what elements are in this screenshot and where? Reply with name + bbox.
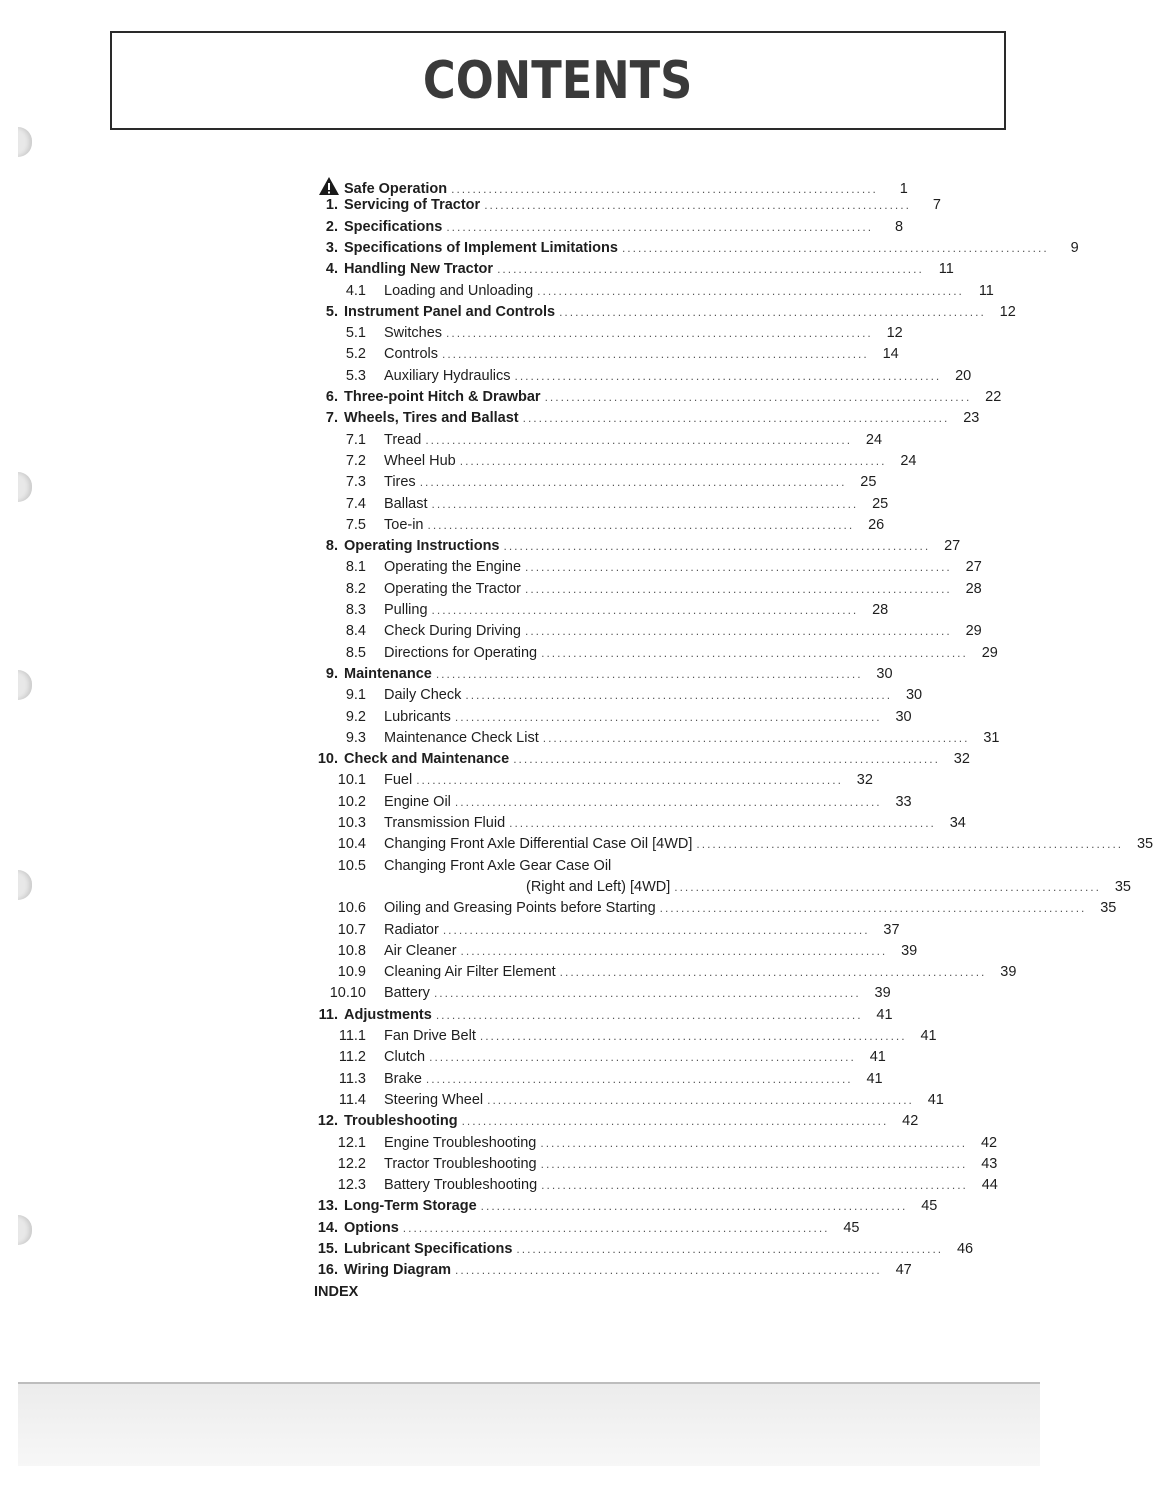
dot-leader: ................................................................................ xyxy=(674,879,1101,894)
page-number: 9 xyxy=(1070,239,1079,256)
toc-entry xyxy=(310,1091,944,1114)
toc-entry xyxy=(310,1219,860,1242)
entry-number: 9. xyxy=(325,665,338,682)
dot-leader: ................................................................................ xyxy=(559,965,987,980)
entry-title: Tractor Troubleshooting xyxy=(384,1155,537,1172)
entry-number: 10.1 xyxy=(337,772,366,789)
dot-leader: ................................................................................ xyxy=(465,688,893,703)
page-number: 41 xyxy=(866,1070,883,1087)
dot-leader: ................................................................................ xyxy=(541,645,968,660)
entry-number: 9.1 xyxy=(345,687,366,704)
toc-entry xyxy=(310,1028,937,1050)
entry-number: 14. xyxy=(317,1219,338,1236)
toc-entry xyxy=(310,878,1131,901)
dot-leader: ................................................................................ xyxy=(431,496,859,511)
toc-entry xyxy=(310,176,908,198)
entry-title: Oiling and Greasing Points before Starting xyxy=(384,900,656,917)
dot-leader: ................................................................................ xyxy=(446,219,874,234)
entry-number: 7.3 xyxy=(345,474,366,491)
entry-title: Fuel xyxy=(384,772,413,789)
toc-entry xyxy=(310,516,885,539)
entry-number: 7.5 xyxy=(345,516,366,533)
dot-leader: ................................................................................ xyxy=(513,752,940,767)
entry-title: Safe Operation xyxy=(344,181,448,197)
dot-leader: ................................................................................ xyxy=(544,390,972,404)
toc-entry xyxy=(310,431,883,454)
entry-title: Troubleshooting xyxy=(344,1113,458,1130)
dot-leader: ................................................................................ xyxy=(442,922,870,937)
entry-title: Servicing of Tractor xyxy=(344,197,481,214)
page-number: 39 xyxy=(874,985,891,1002)
page-number: 25 xyxy=(860,474,877,491)
page-number: 12 xyxy=(886,325,903,342)
page-number: 25 xyxy=(872,495,889,512)
toc-entry xyxy=(310,687,923,709)
page-number: 28 xyxy=(872,602,889,618)
page-number: 27 xyxy=(965,559,982,576)
dot-leader: ................................................................................ xyxy=(540,1156,968,1171)
toc-entry xyxy=(310,708,912,731)
entry-number: 11.4 xyxy=(338,1091,366,1108)
dot-leader: ................................................................................ xyxy=(454,709,882,724)
dot-leader: ................................................................................ xyxy=(559,304,986,319)
entry-number: 11. xyxy=(318,1006,338,1023)
page-number: 35 xyxy=(1136,836,1153,853)
entry-title: Instrument Panel and Controls xyxy=(344,303,556,320)
entry-title: Wheel Hub xyxy=(384,452,456,469)
toc-entry xyxy=(310,1049,886,1071)
entry-title: Auxiliary Hydraulics xyxy=(384,367,511,384)
page-number: 32 xyxy=(953,751,970,768)
entry-number: 9.2 xyxy=(345,708,366,725)
page-number: 26 xyxy=(868,516,885,533)
entry-number: 10.8 xyxy=(337,942,366,959)
entry-title: Adjustments xyxy=(344,1006,432,1023)
dot-leader: ................................................................................ xyxy=(433,986,861,1001)
dot-leader: ................................................................................ xyxy=(431,603,859,617)
page-number: 45 xyxy=(921,1198,938,1215)
toc-entry xyxy=(310,261,954,283)
entry-title: Ballast xyxy=(384,495,428,512)
page-number: 41 xyxy=(876,1006,893,1023)
dot-leader: ................................................................................ xyxy=(435,666,863,681)
page-number: 39 xyxy=(1000,964,1017,981)
dot-leader: ................................................................................ xyxy=(425,1071,853,1086)
toc-entry xyxy=(310,751,970,773)
entry-number xyxy=(310,176,344,197)
page-number: 31 xyxy=(983,729,1000,746)
entry-number: 4. xyxy=(325,261,338,278)
entry-title: Three-point Hitch & Drawbar xyxy=(344,389,541,405)
entry-number: 10. xyxy=(317,751,338,768)
entry-number: 8.2 xyxy=(345,580,366,597)
toc-entry xyxy=(310,1241,974,1263)
toc-entry xyxy=(310,1006,893,1029)
toc-entry xyxy=(310,346,899,368)
entry-number: 7.1 xyxy=(345,431,366,448)
dot-leader: ................................................................................ xyxy=(537,283,964,298)
entry-title: Options xyxy=(344,1219,399,1236)
entry-title: Daily Check xyxy=(384,687,462,704)
page-number: 27 xyxy=(944,538,961,555)
entry-number: 10.7 xyxy=(337,921,366,938)
dot-leader: ................................................................................ xyxy=(425,432,853,447)
toc-entry xyxy=(310,964,1017,986)
page-number: 33 xyxy=(895,793,912,810)
page-number: 41 xyxy=(927,1091,944,1108)
dot-leader: ................................................................................ xyxy=(460,943,888,958)
toc-entry xyxy=(310,1177,998,1199)
page-number: 7 xyxy=(932,197,941,214)
dot-leader: ................................................................................ xyxy=(419,475,847,490)
entry-title: Directions for Operating xyxy=(384,644,538,661)
entry-title: Changing Front Axle Gear Case Oil xyxy=(384,857,612,874)
page-number: 14 xyxy=(882,346,899,363)
entry-number: 8.1 xyxy=(345,559,366,576)
dot-leader: ................................................................................ xyxy=(696,837,1124,852)
toc-entry xyxy=(310,367,972,390)
dot-leader: ................................................................................ xyxy=(509,816,936,830)
entry-number: 11.1 xyxy=(338,1028,366,1044)
dot-leader: ................................................................................ xyxy=(416,773,843,788)
entry-number: 10.4 xyxy=(337,836,366,853)
toc-entry xyxy=(310,389,1002,411)
dot-leader: ................................................................................ xyxy=(503,539,931,554)
entry-title: Cleaning Air Filter Element xyxy=(384,964,556,981)
entry-title: Air Cleaner xyxy=(384,942,457,959)
entry-number: 12.3 xyxy=(337,1177,366,1194)
entry-number: 16. xyxy=(317,1262,338,1279)
page-number: 45 xyxy=(843,1219,860,1236)
entry-title: Lubricant Specifications xyxy=(344,1241,513,1257)
entry-title: Transmission Fluid xyxy=(384,815,506,831)
entry-title: (Right and Left) [4WD] xyxy=(526,878,671,895)
page-number: 28 xyxy=(965,580,982,597)
entry-title: Engine Oil xyxy=(384,793,451,810)
toc-entry xyxy=(310,239,1079,262)
toc-entry xyxy=(310,602,889,624)
page-number: 24 xyxy=(900,452,917,469)
dot-leader: ................................................................................ xyxy=(525,624,952,639)
toc-entry xyxy=(310,474,877,496)
toc-entry xyxy=(310,218,904,241)
entry-title: Loading and Unloading xyxy=(384,282,534,299)
toc-entry xyxy=(310,303,1016,326)
entry-title: Wiring Diagram xyxy=(344,1262,452,1279)
entry-title: Tread xyxy=(384,431,422,448)
toc-entry xyxy=(310,815,966,837)
entry-number: 9.3 xyxy=(345,729,366,746)
page-number: 42 xyxy=(980,1134,998,1151)
dot-leader: ................................................................................ xyxy=(429,1050,856,1065)
page-number: 46 xyxy=(956,1241,974,1257)
dot-leader: ................................................................................ xyxy=(455,1263,882,1278)
page-number: 29 xyxy=(981,644,998,661)
entry-number: 12. xyxy=(317,1113,338,1130)
entry-title: Steering Wheel xyxy=(384,1091,484,1108)
entry-number: 3. xyxy=(325,239,338,256)
entry-title: Lubricants xyxy=(384,708,451,725)
dot-leader: ................................................................................ xyxy=(446,326,873,341)
page-number: 12 xyxy=(999,303,1016,320)
toc-entry xyxy=(310,495,889,518)
page-number: 41 xyxy=(920,1028,937,1044)
page-number: 42 xyxy=(902,1113,919,1130)
entry-title: Battery Troubleshooting xyxy=(384,1177,538,1194)
toc-entry xyxy=(310,858,800,880)
toc-entry xyxy=(310,985,891,1007)
page-number: 30 xyxy=(895,708,912,725)
toc-entry xyxy=(310,580,982,603)
entry-title: Wheels, Tires and Ballast xyxy=(344,410,519,427)
warning-triangle-icon xyxy=(318,176,340,196)
entry-number: 10.3 xyxy=(337,815,366,831)
entry-number: 2. xyxy=(325,218,338,235)
entry-title: Tires xyxy=(384,474,416,491)
entry-number: 7.2 xyxy=(345,452,366,469)
toc-entry xyxy=(310,197,941,219)
entry-title: Specifications xyxy=(344,218,443,235)
toc-entry xyxy=(310,1113,919,1135)
page-number: 20 xyxy=(955,367,972,384)
toc-entry xyxy=(310,644,998,667)
entry-title: Handling New Tractor xyxy=(344,261,494,278)
entry-title: Engine Troubleshooting xyxy=(384,1134,537,1151)
page-number: 30 xyxy=(876,665,893,682)
entry-number: 4.1 xyxy=(345,282,366,299)
page-number: 22 xyxy=(985,389,1002,405)
dot-leader: ................................................................................ xyxy=(487,1092,914,1107)
entry-title: Check and Maintenance xyxy=(344,751,510,768)
dot-leader: ................................................................................ xyxy=(514,368,942,383)
dot-leader: ................................................................................ xyxy=(516,1242,944,1256)
entry-number: 5. xyxy=(325,303,338,320)
page-number: 35 xyxy=(1100,900,1117,917)
entry-title: Fan Drive Belt xyxy=(384,1028,476,1044)
toc-entry xyxy=(310,452,917,475)
entry-number: 12.2 xyxy=(337,1155,366,1172)
page-number: 29 xyxy=(965,623,982,640)
entry-title: Check During Driving xyxy=(384,623,521,640)
page-number: 47 xyxy=(895,1262,912,1279)
toc-entry xyxy=(310,623,982,645)
toc-entry xyxy=(310,772,873,794)
toc-entry xyxy=(310,410,980,432)
dot-leader: ................................................................................ xyxy=(459,453,887,468)
entry-title: INDEX xyxy=(314,1283,359,1300)
entry-title: Changing Front Axle Differential Case Oil [4WD] xyxy=(384,836,693,853)
entry-number: 5.3 xyxy=(345,367,366,384)
toc-entry xyxy=(310,793,912,816)
entry-title: Operating Instructions xyxy=(344,538,500,555)
entry-title: Specifications of Implement Limitations xyxy=(344,239,618,256)
entry-number: 7. xyxy=(325,410,338,427)
toc-entry xyxy=(310,1134,998,1157)
entry-number: 8.5 xyxy=(345,644,366,661)
dot-leader: ................................................................................ xyxy=(461,1114,889,1129)
page-number: 32 xyxy=(856,772,873,789)
entry-number: 11.3 xyxy=(338,1070,366,1087)
entry-number: 10.5 xyxy=(337,857,366,874)
dot-leader: ................................................................................ xyxy=(525,560,952,575)
toc-entry xyxy=(310,836,1153,858)
entry-number: 8.4 xyxy=(345,623,366,640)
entry-title: Clutch xyxy=(384,1049,426,1066)
dot-leader: ................................................................................ xyxy=(484,198,911,213)
dot-leader: ................................................................................ xyxy=(454,794,882,809)
dot-leader: ................................................................................ xyxy=(522,411,950,426)
page-number: 35 xyxy=(1114,878,1131,895)
entry-number: 10.6 xyxy=(337,900,366,917)
entry-number: 10.9 xyxy=(337,964,366,981)
entry-title: Switches xyxy=(384,325,443,342)
entry-title: Battery xyxy=(384,985,430,1002)
entry-number: 15. xyxy=(317,1241,338,1257)
entry-title: Radiator xyxy=(384,921,439,938)
dot-leader: ................................................................................ xyxy=(427,517,855,532)
toc-entry xyxy=(310,900,1117,922)
entry-number: 5.2 xyxy=(345,346,366,363)
dot-leader: ................................................................................ xyxy=(497,262,924,277)
entry-number: 7.4 xyxy=(345,495,366,512)
entry-title: Maintenance Check List xyxy=(384,729,539,746)
entry-title: Pulling xyxy=(384,602,428,618)
entry-title: Brake xyxy=(384,1070,422,1087)
page-number: 30 xyxy=(905,687,923,704)
page-number: 34 xyxy=(949,815,966,831)
toc-entry xyxy=(310,921,900,944)
dot-leader: ................................................................................ xyxy=(540,1135,968,1150)
entry-title: Operating the Engine xyxy=(384,559,522,576)
toc-entry xyxy=(310,1198,938,1220)
dot-leader: ................................................................................ xyxy=(621,240,1049,255)
entry-title: Long-Term Storage xyxy=(344,1198,477,1215)
toc-entry xyxy=(310,559,982,581)
page-title: CONTENTS xyxy=(423,50,693,111)
entry-title: Controls xyxy=(384,346,438,363)
page-number: 44 xyxy=(981,1177,998,1194)
index-entry xyxy=(310,1284,800,1306)
entry-number: 11.2 xyxy=(338,1049,366,1066)
dot-leader: ................................................................................ xyxy=(480,1199,908,1214)
dot-leader: ................................................................................ xyxy=(542,730,970,745)
page-number: 11 xyxy=(938,261,954,278)
entry-number: 8. xyxy=(325,538,338,555)
page-number: 37 xyxy=(883,921,900,938)
page-number: 11 xyxy=(978,282,994,299)
page-number: 8 xyxy=(894,218,904,235)
page-number: 41 xyxy=(869,1049,886,1066)
page-number: 24 xyxy=(865,431,883,448)
entry-title: Toe-in xyxy=(384,516,424,533)
dot-leader: ................................................................................ xyxy=(451,182,878,196)
page-number: 39 xyxy=(901,942,918,959)
entry-title: Operating the Tractor xyxy=(384,580,522,597)
toc-entry xyxy=(310,1070,883,1093)
entry-number: 1. xyxy=(325,197,338,214)
toc-entry xyxy=(310,942,918,965)
toc-entry xyxy=(310,282,994,305)
toc-entry xyxy=(310,538,961,560)
dot-leader: ................................................................................ xyxy=(435,1007,863,1022)
page-bottom-band xyxy=(18,1384,1040,1466)
entry-number: 12.1 xyxy=(337,1134,366,1151)
dot-leader: ................................................................................ xyxy=(525,581,952,596)
entry-number: 8.3 xyxy=(345,602,366,618)
entry-number: 10.2 xyxy=(337,793,366,810)
entry-number: 10.10 xyxy=(329,985,366,1002)
page-number: 43 xyxy=(981,1155,998,1172)
toc-entry xyxy=(310,1262,912,1284)
toc-entry xyxy=(310,729,1000,752)
toc-entry xyxy=(310,325,903,347)
entry-number: 6. xyxy=(325,389,338,405)
page-number: 1 xyxy=(899,181,908,197)
page-number: 23 xyxy=(963,410,980,427)
entry-title: Maintenance xyxy=(344,665,432,682)
dot-leader: ................................................................................ xyxy=(541,1178,968,1193)
entry-number: 13. xyxy=(317,1198,338,1215)
dot-leader: ................................................................................ xyxy=(659,901,1087,916)
entry-number: 5.1 xyxy=(345,325,366,342)
dot-leader: ................................................................................ xyxy=(479,1029,907,1043)
toc-entry xyxy=(310,665,893,688)
dot-leader: ................................................................................ xyxy=(442,347,869,362)
toc-entry xyxy=(310,1155,998,1178)
dot-leader: ................................................................................ xyxy=(402,1220,830,1235)
